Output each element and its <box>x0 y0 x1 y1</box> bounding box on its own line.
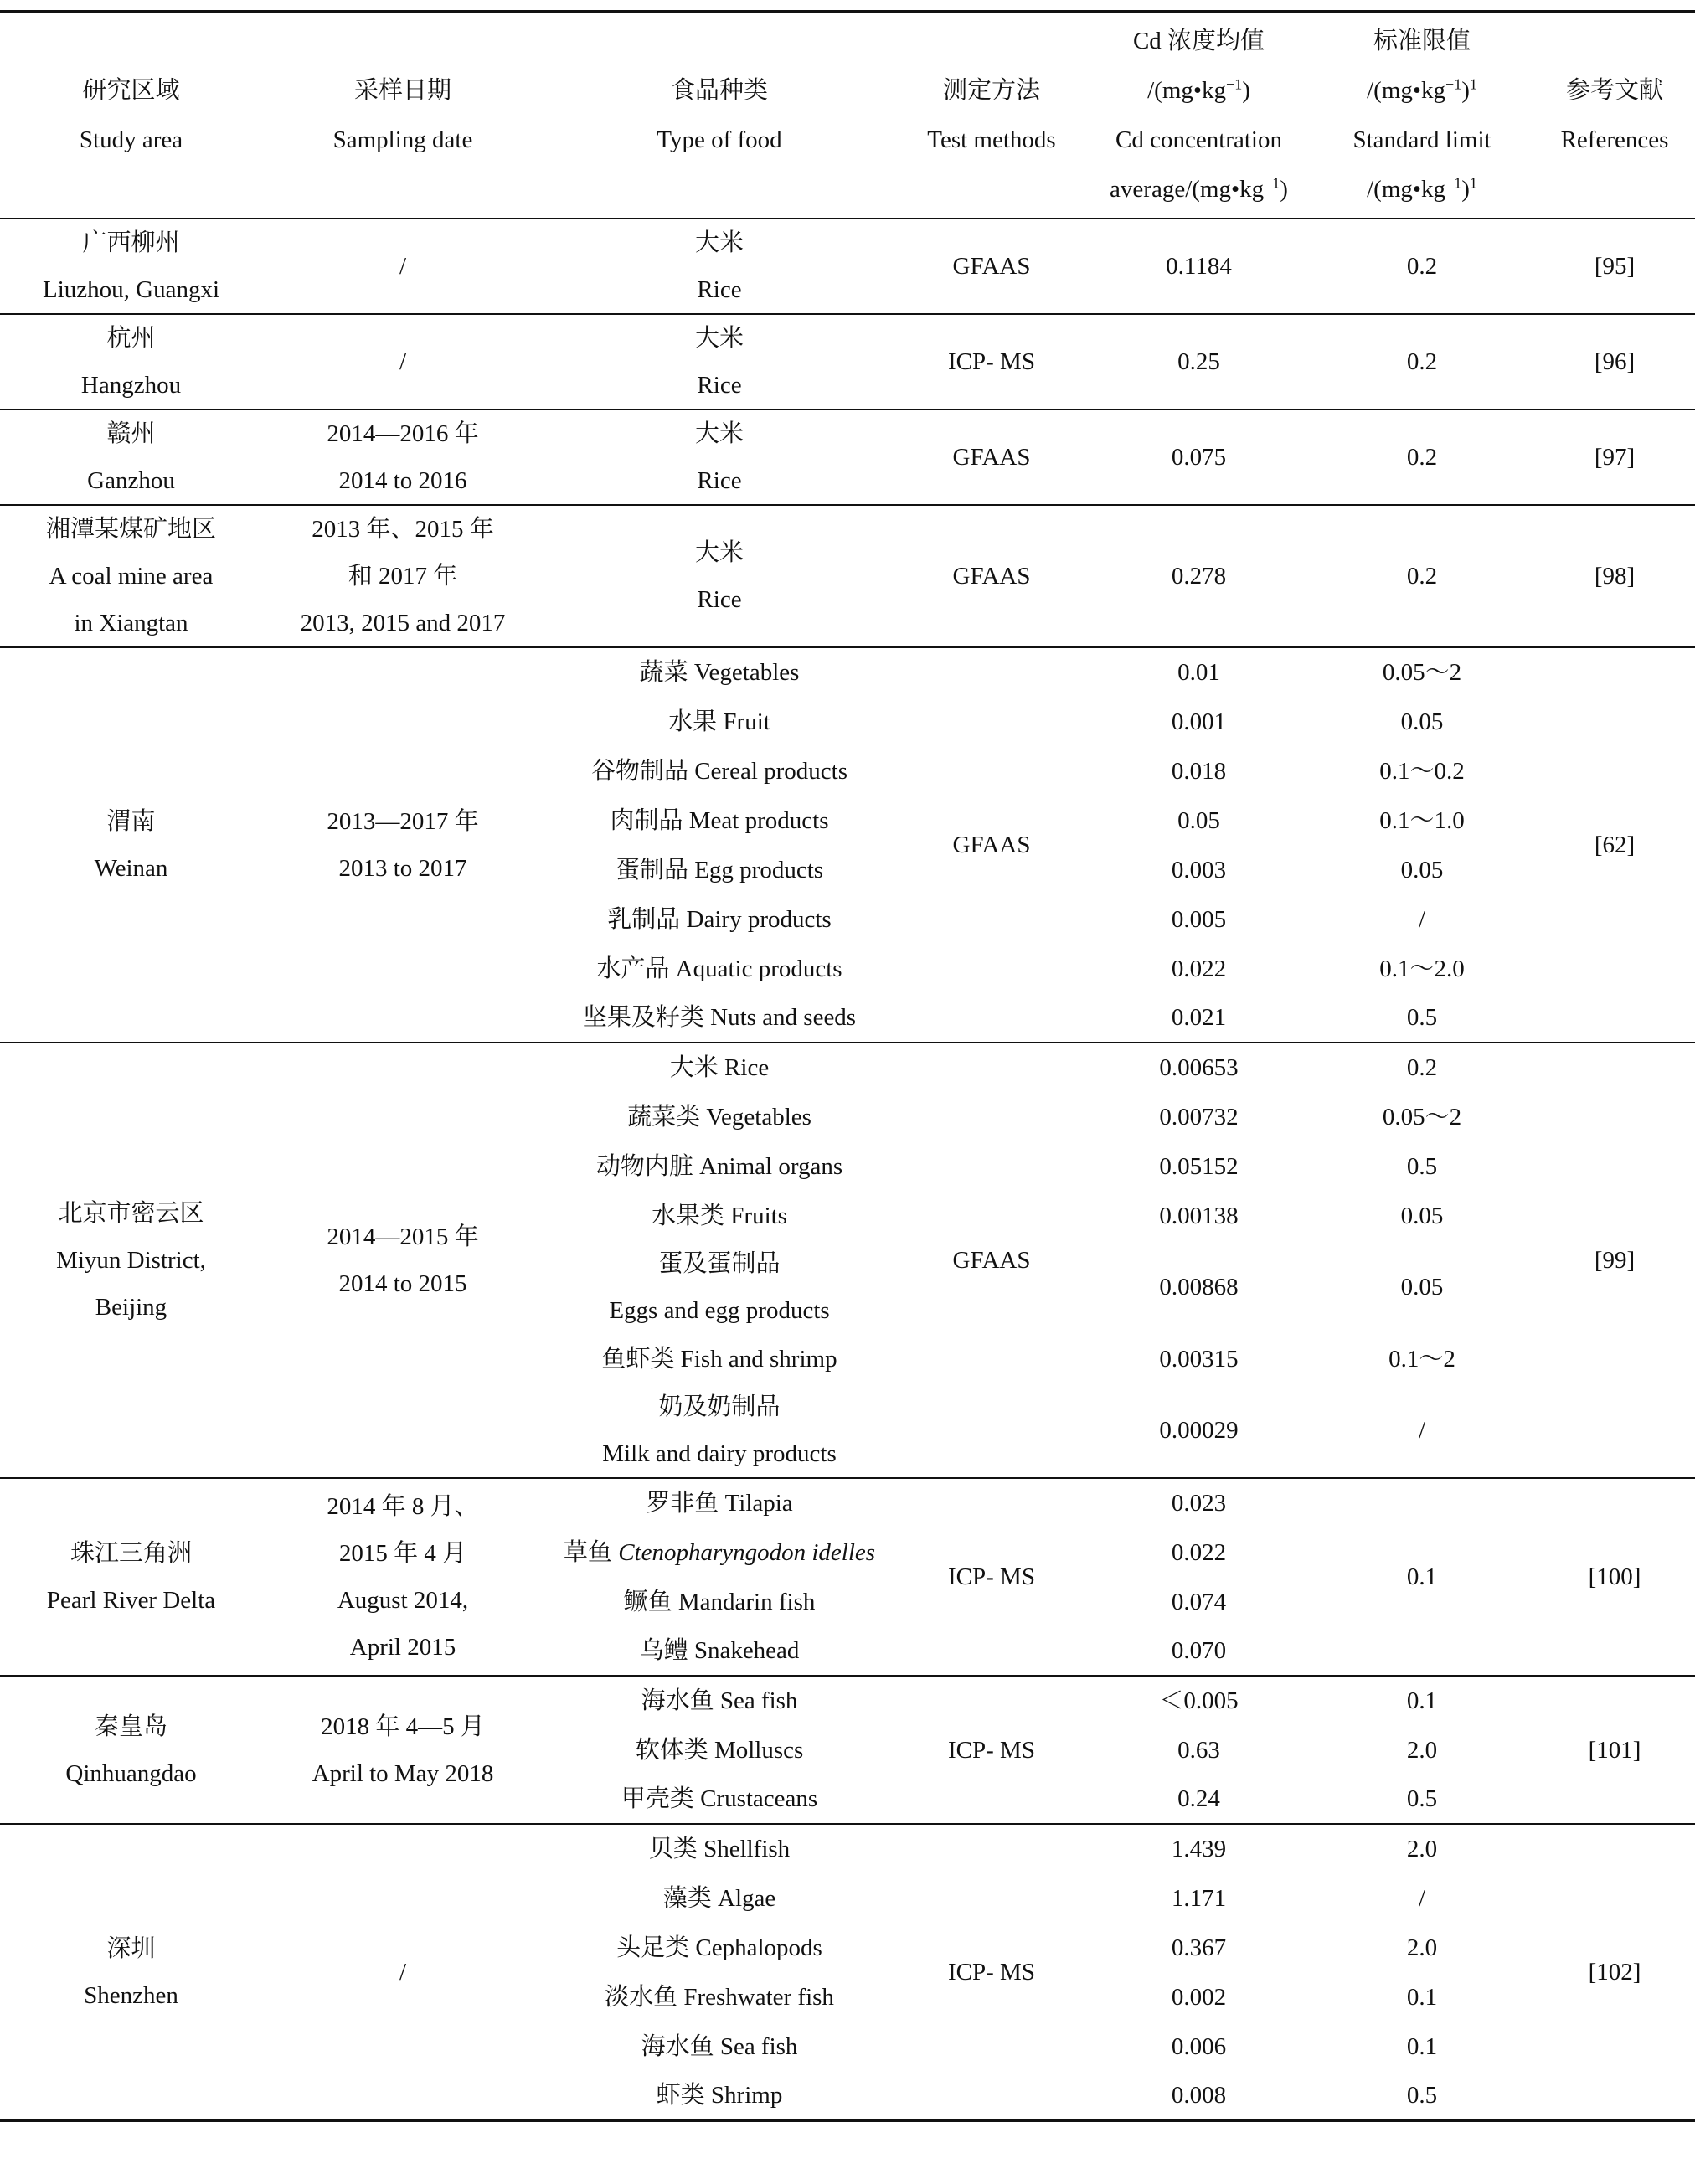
food-type-cell: 水果类 Fruits <box>652 1202 787 1229</box>
reference-cell: [99] <box>1594 1247 1636 1274</box>
reference-cell: [101] <box>1588 1736 1641 1764</box>
test-method-cell: GFAAS <box>952 444 1031 471</box>
food-type-cell: 蔬菜类 Vegetables <box>627 1103 811 1131</box>
standard-limit-cell: 0.05 <box>1400 856 1444 883</box>
standard-limit-cell: / <box>1418 905 1426 933</box>
test-method-cell: ICP- MS <box>948 1563 1035 1590</box>
table-header <box>0 12 1695 219</box>
food-type-cell: 淡水鱼 Freshwater fish <box>605 1983 834 2011</box>
food-type-cell: 乌鳢 Snakehead <box>639 1637 800 1664</box>
cd-concentration-cell: 0.05152 <box>1159 1152 1239 1180</box>
cd-concentration-cell: 0.25 <box>1177 348 1220 375</box>
standard-limit-cell: 0.2 <box>1406 1054 1438 1081</box>
cd-concentration-cell: 0.021 <box>1171 1004 1227 1031</box>
food-type-cell: 海水鱼 Sea fish <box>641 1687 798 1714</box>
sampling-date-cell: 2013 年、2015 年 和 2017 年 2013, 2015 and 2017 <box>300 516 506 636</box>
table-row <box>0 647 1695 697</box>
cd-concentration-cell: 0.278 <box>1171 563 1227 590</box>
food-type-cell: 软体类 Molluscs <box>635 1736 804 1764</box>
food-type-cell: 水果 Fruit <box>668 708 770 735</box>
test-method-cell: GFAAS <box>952 1247 1031 1274</box>
header-method: 测定方法 Test methods <box>927 77 1056 153</box>
sampling-date-cell: / <box>399 253 407 280</box>
test-method-cell: ICP- MS <box>948 348 1035 375</box>
cd-concentration-cell: 0.24 <box>1177 1785 1220 1812</box>
cd-concentration-cell: 0.00138 <box>1159 1202 1239 1229</box>
standard-limit-cell: 0.1～2 <box>1388 1345 1455 1373</box>
standard-limit-cell: 0.1 <box>1406 2032 1438 2060</box>
reference-cell: [102] <box>1588 1958 1641 1986</box>
cd-concentration-cell: 0.00315 <box>1159 1345 1239 1373</box>
standard-limit-cell: 0.2 <box>1406 563 1438 590</box>
test-method-cell: GFAAS <box>952 563 1031 590</box>
standard-limit-cell: 0.2 <box>1406 253 1438 280</box>
region-group <box>0 1676 1695 1824</box>
region-group <box>0 505 1695 647</box>
table-row <box>0 314 1695 410</box>
test-method-cell: ICP- MS <box>948 1736 1035 1764</box>
standard-limit-cell: 0.5 <box>1406 2081 1438 2109</box>
cd-concentration-cell: 0.002 <box>1171 1983 1227 2011</box>
standard-limit-cell: 0.1 <box>1406 1687 1438 1714</box>
study-area-cell: 北京市密云区 Miyun District, Beijing <box>56 1200 206 1321</box>
standard-limit-cell: 2.0 <box>1406 1934 1438 1961</box>
region-group <box>0 647 1695 1043</box>
reference-cell: [98] <box>1594 563 1636 590</box>
table-row <box>0 410 1695 505</box>
table-row <box>0 1478 1695 1527</box>
food-type-cell: 大米 Rice <box>694 420 744 494</box>
food-type-cell: 大米 Rice <box>694 539 744 613</box>
cd-concentration-cell: 0.018 <box>1171 757 1227 785</box>
sampling-date-cell: 2018 年 4—5 月 April to May 2018 <box>312 1713 494 1787</box>
standard-limit-cell: 0.05～2 <box>1382 659 1462 686</box>
standard-limit-cell: 0.1 <box>1406 1983 1438 2011</box>
study-area-cell: 秦皇岛 Qinhuangdao <box>65 1713 197 1787</box>
standard-limit-cell: 0.2 <box>1406 444 1438 471</box>
standard-limit-cell: 0.5 <box>1406 1152 1438 1180</box>
standard-limit-cell: 0.5 <box>1406 1004 1438 1031</box>
header-limit: 标准限值 $/(mg•kg^{-1})^1$ Standard limit $/(mg•kg^{-1})^1$ <box>1352 28 1491 203</box>
food-type-cell: 奶及奶制品 Milk and dairy products <box>602 1393 837 1467</box>
reference-cell: [96] <box>1594 348 1636 375</box>
sampling-date-cell: 2014—2015 年 2014 to 2015 <box>327 1223 479 1297</box>
cd-concentration-cell: 0.023 <box>1171 1490 1227 1517</box>
standard-limit-cell: 0.2 <box>1406 348 1438 375</box>
cd-concentration-cell: 0.001 <box>1171 708 1227 735</box>
food-type-cell: 鱼虾类 Fish and shrimp <box>601 1345 837 1373</box>
table-row <box>0 219 1695 314</box>
cd-concentration-cell: 0.00732 <box>1159 1103 1239 1131</box>
cd-concentration-cell: 0.075 <box>1171 444 1227 471</box>
study-area-cell: 赣州 Ganzhou <box>87 420 175 494</box>
study-area-cell: 湘潭某煤矿地区 A coal mine area in Xiangtan <box>45 516 216 636</box>
table-row <box>0 505 1695 647</box>
cd-concentration-cell: 0.367 <box>1171 1934 1227 1961</box>
header-area: 研究区域 Study area <box>79 77 183 153</box>
cd-concentration-cell: 0.008 <box>1171 2081 1227 2109</box>
cd-concentration-cell: 0.00868 <box>1159 1274 1239 1301</box>
cd-concentration-cell: 0.022 <box>1171 1538 1227 1566</box>
food-type-cell: 大米 Rice <box>669 1054 770 1081</box>
test-method-cell: GFAAS <box>952 832 1031 858</box>
test-method-cell: GFAAS <box>952 253 1031 280</box>
reference-cell: [95] <box>1594 253 1636 280</box>
table-row <box>0 1043 1695 1092</box>
study-area-cell: 珠江三角洲 Pearl River Delta <box>46 1540 216 1614</box>
cd-concentration-cell: 0.006 <box>1171 2032 1227 2060</box>
cd-concentration-cell: 0.63 <box>1177 1736 1220 1764</box>
food-type-cell: 肉制品 Meat products <box>610 806 829 834</box>
standard-limit-cell: 2.0 <box>1406 1736 1438 1764</box>
cd-concentration-cell: 0.1184 <box>1166 253 1232 280</box>
sampling-date-cell: 2013—2017 年 2013 to 2017 <box>327 808 479 882</box>
food-type-cell: 虾类 Shrimp <box>656 2081 783 2109</box>
standard-limit-cell: 2.0 <box>1406 1836 1438 1862</box>
header-food: 食品种类 Type of food <box>657 77 782 153</box>
sampling-date-cell: 2014—2016 年 2014 to 2016 <box>327 420 479 494</box>
food-type-cell: 谷物制品 Cereal products <box>590 757 848 785</box>
food-type-cell: 藻类 Algae <box>662 1884 776 1912</box>
test-method-cell: ICP- MS <box>948 1958 1035 1986</box>
food-type-cell: 头足类 Cephalopods <box>616 1934 822 1961</box>
sampling-date-cell: 2014 年 8 月、 2015 年 4 月 August 2014, April 2015 <box>327 1493 479 1661</box>
cd-concentration-cell: 0.00653 <box>1159 1054 1239 1081</box>
standard-limit-cell: 0.5 <box>1406 1785 1438 1812</box>
standard-limit-cell: 0.05 <box>1400 1274 1444 1301</box>
study-area-cell: 杭州 Hangzhou <box>80 325 182 399</box>
cadmium-table <box>0 10 1695 2122</box>
cd-concentration-cell: 0.00029 <box>1159 1417 1239 1444</box>
reference-cell: [62] <box>1594 832 1636 858</box>
food-type-cell: 蛋制品 Egg products <box>615 856 824 883</box>
standard-limit-cell: 0.1 <box>1406 1563 1438 1590</box>
food-type-cell: 大米 Rice <box>694 325 744 399</box>
table-row <box>0 1824 1695 1873</box>
standard-limit-cell: / <box>1418 1884 1426 1912</box>
food-type-cell: 鳜鱼 Mandarin fish <box>623 1588 816 1615</box>
food-type-cell: 罗非鱼 Tilapia <box>646 1490 793 1517</box>
food-type-cell: 坚果及籽类 Nuts and seeds <box>582 1004 857 1031</box>
sampling-date-cell: / <box>399 348 407 375</box>
header-cd: Cd 浓度均值 $/(mg•kg^{-1})$ Cd concentration average/$(mg•kg^{-1})$ <box>1110 28 1288 203</box>
reference-cell: [100] <box>1588 1563 1641 1590</box>
food-type-cell: 草鱼 Ctenopharyngodon idelles <box>563 1538 876 1566</box>
standard-limit-cell: 0.1～0.2 <box>1379 757 1465 785</box>
sampling-date-cell: / <box>399 1958 407 1986</box>
cd-concentration-cell: 0.05 <box>1177 806 1220 834</box>
standard-limit-cell: 0.05 <box>1400 708 1444 735</box>
reference-cell: [97] <box>1594 444 1636 471</box>
cd-concentration-cell: 0.005 <box>1171 905 1227 933</box>
food-type-cell: 甲壳类 Crustaceans <box>621 1785 818 1812</box>
study-area-cell: 深圳 Shenzhen <box>84 1934 178 2009</box>
cd-concentration-cell: 0.01 <box>1177 659 1220 686</box>
region-group <box>0 1478 1695 1676</box>
food-type-cell: 乳制品 Dairy products <box>607 905 832 933</box>
cd-concentration-cell: ＜0.005 <box>1159 1687 1239 1714</box>
table-row <box>0 1676 1695 1725</box>
food-type-cell: 大米 Rice <box>694 229 744 303</box>
cd-concentration-cell: 0.070 <box>1171 1637 1227 1664</box>
cd-concentration-cell: 1.171 <box>1171 1884 1227 1912</box>
food-type-cell: 水产品 Aquatic products <box>596 955 842 982</box>
header-date: 采样日期 Sampling date <box>332 77 473 153</box>
cd-concentration-cell: 0.003 <box>1171 856 1227 883</box>
study-area-cell: 渭南 Weinan <box>94 808 168 882</box>
region-group <box>0 410 1695 505</box>
region-group <box>0 219 1695 314</box>
study-area-cell: 广西柳州 Liuzhou, Guangxi <box>42 229 219 303</box>
region-group <box>0 1043 1695 1478</box>
standard-limit-cell: 0.1～2.0 <box>1379 955 1465 982</box>
standard-limit-cell: 0.1～1.0 <box>1379 806 1465 834</box>
cd-concentration-cell: 0.022 <box>1171 955 1227 982</box>
food-type-cell: 贝类 Shellfish <box>648 1836 791 1862</box>
food-type-cell: 动物内脏 Animal organs <box>595 1152 843 1180</box>
food-type-cell: 蛋及蛋制品 Eggs and egg products <box>609 1250 830 1324</box>
region-group <box>0 1824 1695 2120</box>
cd-concentration-cell: 0.074 <box>1171 1588 1227 1615</box>
standard-limit-cell: / <box>1418 1417 1426 1444</box>
cd-concentration-cell: 1.439 <box>1171 1836 1227 1862</box>
food-type-cell: 蔬菜 Vegetables <box>639 659 800 686</box>
food-type-cell: 海水鱼 Sea fish <box>641 2032 798 2060</box>
standard-limit-cell: 0.05 <box>1400 1202 1444 1229</box>
standard-limit-cell: 0.05～2 <box>1382 1103 1462 1131</box>
region-group <box>0 314 1695 410</box>
header-ref: 参考文献 References <box>1560 77 1669 153</box>
